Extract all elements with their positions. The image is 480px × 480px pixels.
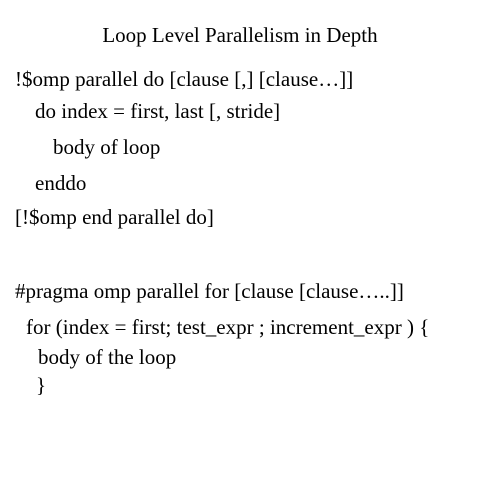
c-closing-brace-line: } — [36, 373, 47, 397]
c-body-line: body of the loop — [38, 345, 177, 369]
slide-title: Loop Level Parallelism in Depth — [102, 23, 378, 47]
c-for-line: for (index = first; test_expr ; increment_expr ) { — [26, 315, 430, 339]
fortran-enddo-line: enddo — [35, 171, 87, 195]
fortran-directive-line: !$omp parallel do [clause [,] [clause…]] — [15, 67, 354, 91]
c-pragma-line: #pragma omp parallel for [clause [clause…..]] — [15, 279, 404, 303]
fortran-end-directive-line: [!$omp end parallel do] — [15, 205, 214, 229]
fortran-body-line: body of loop — [53, 135, 161, 159]
fortran-do-line: do index = first, last [, stride] — [35, 99, 281, 123]
